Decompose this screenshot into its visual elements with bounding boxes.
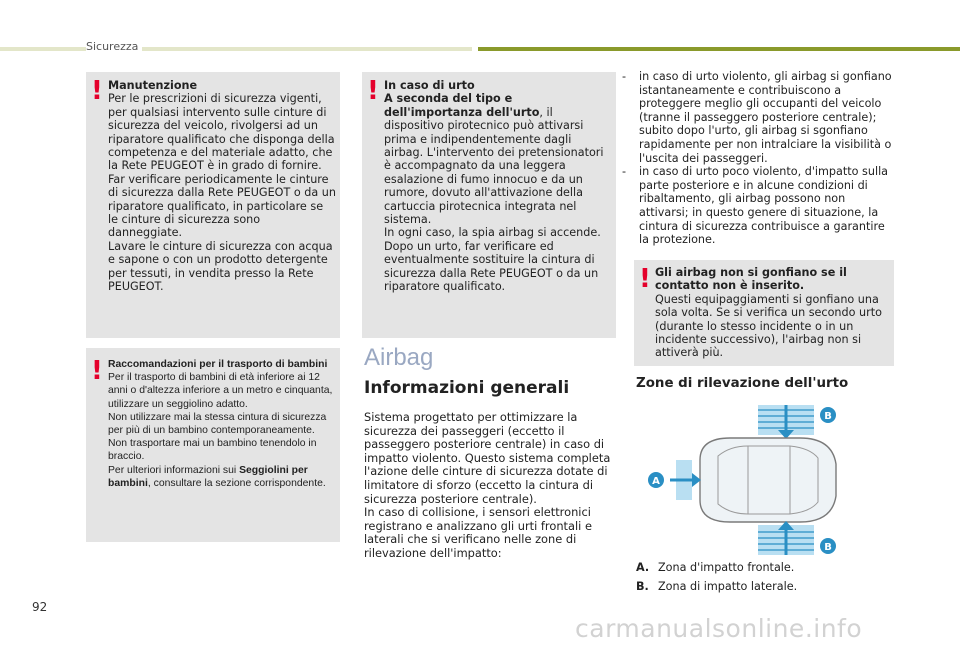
warning-icon: ! xyxy=(367,76,379,106)
crash-bold-lead: A seconda del tipo e dell'importanza dell'urto xyxy=(384,92,540,119)
warning-icon: ! xyxy=(91,356,103,386)
car-diagram-svg xyxy=(640,400,840,560)
list-item: - in caso di urto violento, gli airbag si gonfiano istantaneamente e contribuiscono a proteggere meglio gli occupanti del veicolo (tranne il passeggero posteriore centrale); subito dopo l'urto, gli airbag si sgonfiano rapidamente per non intralciare la visibilità o l'uscita dei passeggeri. xyxy=(622,70,892,165)
children-text-end: , consultare la sezione corrispondente. xyxy=(147,477,326,489)
general-info-heading: Informazioni generali xyxy=(364,378,570,398)
car-impact-diagram xyxy=(640,400,840,560)
children-text: Per il trasporto di bambini di età inferiore ai 12 anni o d'altezza inferiore a un metro e cinquanta, utilizzare un seggiolino adatto. Non utilizzare mai la stessa cintura di sicurezza per più di un bambino contemporaneamente. Non trasportare mai un bambino tenendolo in braccio. Per ulteriori informazioni sui xyxy=(108,372,333,476)
list-item: - in caso di urto poco violento, d'impatto sulla parte posteriore e in alcune condizioni di ribaltamento, gli airbag possono non attivarsi; in questo genere di situazione, la cintura di sicurezza contribuisce a garantire la protezione. xyxy=(622,165,889,247)
warning-icon: ! xyxy=(639,264,651,294)
detection-zones-heading: Zone di rilevazione dell'urto xyxy=(636,376,849,391)
maintenance-text-block xyxy=(108,79,336,294)
crash-text-block xyxy=(384,79,612,294)
not-inflate-text: Questi equipaggiamenti si gonfiano una sola volta. Se si verifica un secondo urto (durante lo stesso incidente o in un incidente successivo), l'airbag non si attiverà più. xyxy=(655,292,882,360)
airbag-paragraph: Sistema progettato per ottimizzare la sicurezza dei passeggeri (eccetto il passeggero posteriore centrale) in caso di impatto violento. Questo sistema completa l'azione delle cinture di sicurezza dotate di limitatore di sforzo (eccetto la cintura di sicurezza posteriore centrale). In caso di collisione, i sensori elettronici registrano e analizzano gli urti frontali e laterali che si verificano nelle zone di rilevazione dell'impatto: xyxy=(364,410,611,560)
warning-icon: ! xyxy=(91,76,103,106)
watermark: carmanualsonline.info xyxy=(575,614,863,643)
header-rule-right xyxy=(478,47,960,51)
maintenance-text: Per le prescrizioni di sicurezza vigenti, per qualsiasi intervento sulle cinture di sicurezza del veicolo, rivolgersi ad un riparatore qualificato che disponga della competenza e del materiale adatto, che la Rete PEUGEOT è in grado di fornire. Far verificare periodicamente le cinture di sicurezza dalla Rete PEUGEOT o da un riparatore qualificato, in particolare se le cinture di sicurezza sono danneggiate. Lavare le cinture di sicurezza con acqua e sapone o con un prodotto detergente per tessuti, in vendita presso la Rete PEUGEOT. xyxy=(108,92,336,294)
badge-a-label: A xyxy=(652,476,660,487)
badge-b-top-label: B xyxy=(824,411,832,422)
crash-text: , il dispositivo pirotecnico può attivarsi prima e indipendentemente dagli airbag. L'intervento dei pretensionatori è accompagnato da una leggera esalazione di fumo innocuo e da un rumore, dovuto all'attivazione della cartuccia pirotecnica integrata nel sistema. In ogni caso, la spia airbag si accende. Dopo un urto, far verificare ed eventualmente sostituire la cintura di sicurezza dalla Rete PEUGEOT o da un riparatore qualificato. xyxy=(384,105,604,294)
page-number: 92 xyxy=(32,600,48,614)
header-rule-left xyxy=(0,47,472,51)
maintenance-title: Manutenzione xyxy=(108,79,198,92)
child-seats-link[interactable]: Seggiolini per bambini xyxy=(108,464,308,489)
not-inflate-text-block xyxy=(655,266,889,360)
children-title: Raccomandazioni per il trasporto di bambini xyxy=(108,359,328,370)
section-title: Sicurezza xyxy=(86,40,142,53)
legend-item-b: B. Zona di impatto laterale. xyxy=(636,580,798,593)
legend-item-a: A. Zona d'impatto frontale. xyxy=(636,561,795,574)
not-inflate-title: Gli airbag non si gonfiano se il contatto non è inserito. xyxy=(655,266,847,293)
airbag-heading: Airbag xyxy=(364,344,434,371)
children-text-block xyxy=(108,358,338,490)
badge-b-bottom-label: B xyxy=(824,542,832,553)
crash-title: In caso di urto xyxy=(384,79,475,92)
car-body xyxy=(700,438,836,522)
impact-list xyxy=(622,70,898,247)
